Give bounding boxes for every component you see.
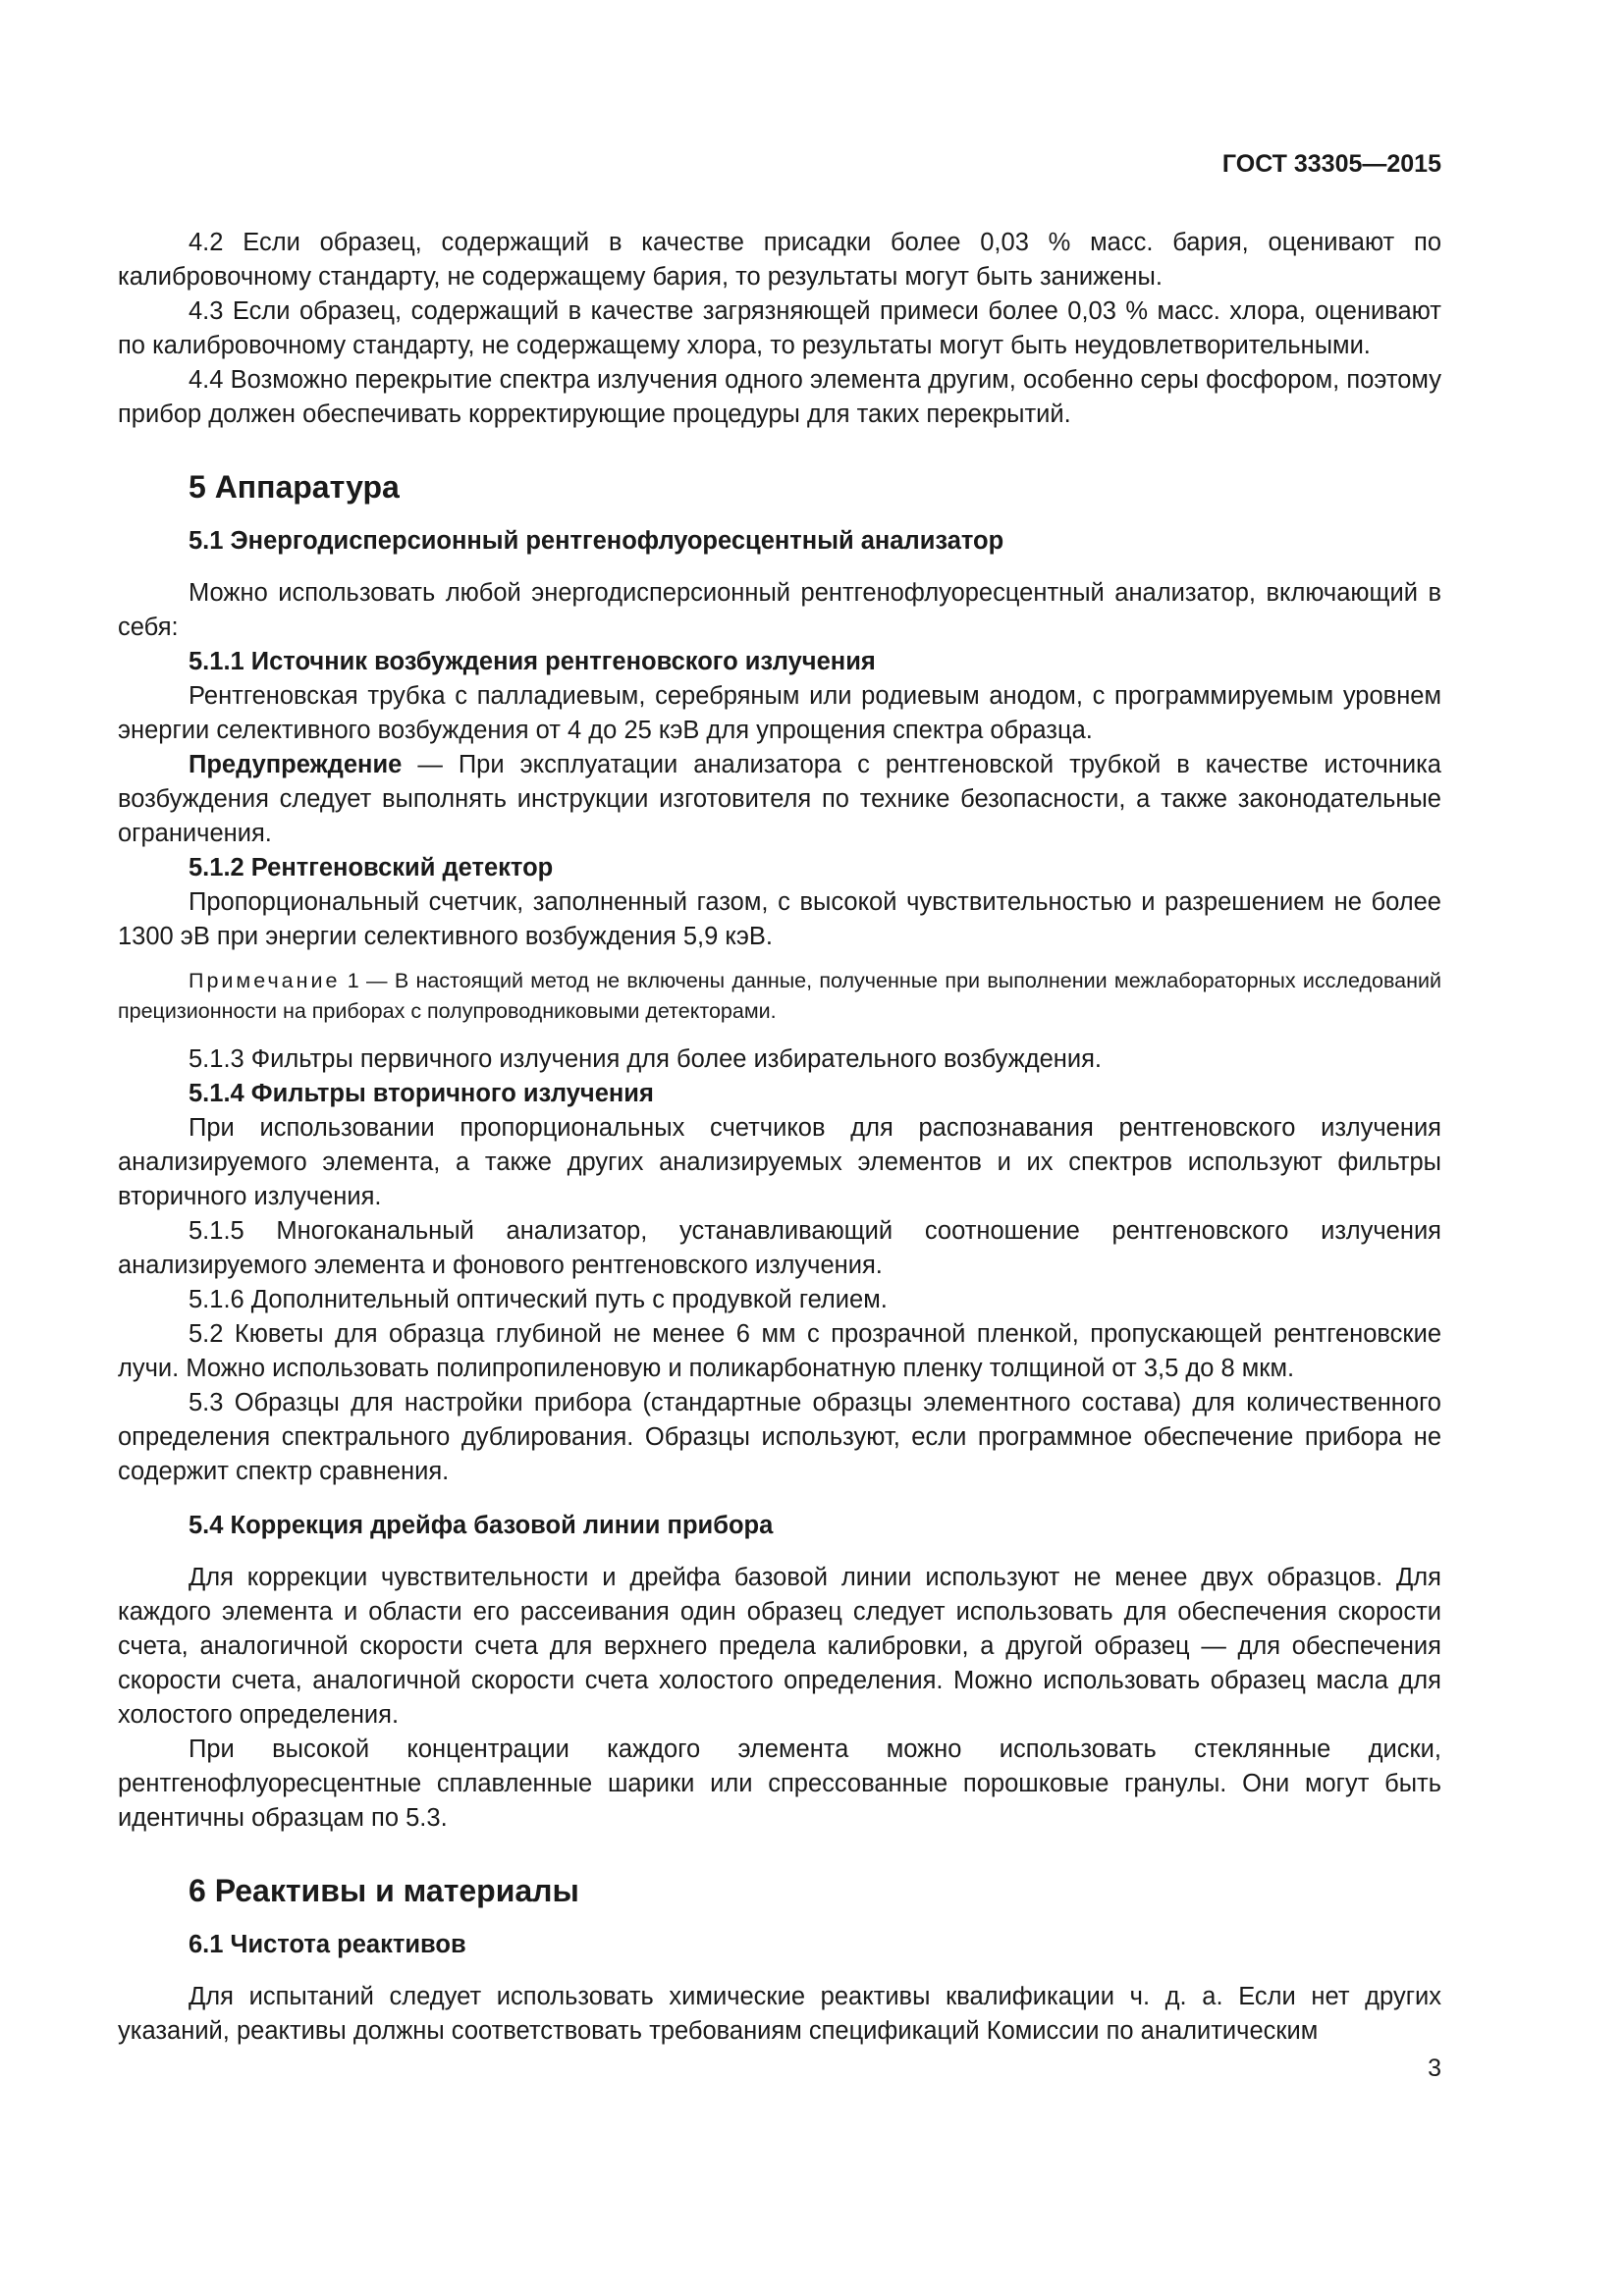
page-number: 3 (1428, 2055, 1441, 2082)
section-5-1-3: 5.1.3 Фильтры первичного излучения для более избирательного возбуждения. (189, 1045, 1103, 1073)
section-6-1-heading: 6.1 Чистота реактивов (189, 1931, 466, 1958)
section-5-heading: 5 Аппаратура (189, 469, 400, 505)
section-5-1-4-heading: 5.1.4 Фильтры вторичного излучения (189, 1080, 654, 1107)
section-6-1-text: Для испытаний следует использовать химические реактивы квалификации ч. д. а. Если нет других указаний, реактивы должны соответствовать требованиям спецификаций Комиссии по аналитическим (118, 1983, 1441, 2045)
document-body (118, 226, 1441, 2049)
note-paragraph (118, 966, 1441, 1027)
document-header: ГОСТ 33305—2015 (1221, 150, 1441, 178)
section-5-1-heading: 5.1 Энергодисперсионный рентгенофлуоресцентный анализатор (189, 527, 1004, 555)
note-text: 1 — В настоящий метод не включены данные, полученные при выполнении межлабораторных исследований прецизионности на приборах с полупроводниковыми детекторами. (118, 969, 1441, 1023)
note-label: Примечание (189, 969, 341, 992)
section-5-2: 5.2 Кюветы для образца глубиной не менее 6 мм с прозрачной пленкой, пропускающей рентгеновские лучи. Можно использовать полипропиленовую и поликарбонатную пленку толщиной от 3,5 до 8 мкм. (118, 1320, 1441, 1382)
paragraph-4-3: 4.3 Если образец, содержащий в качестве загрязняющей примеси более 0,03 % масс. хлора, оценивают по калибровочному стандарту, не содержащему хлора, то результаты могут быть неудовлетворительными. (118, 297, 1441, 359)
paragraph-4-2: 4.2 Если образец, содержащий в качестве присадки более 0,03 % масс. бария, оценивают по калибровочному стандарту, не содержащему бария, то результаты могут быть занижены. (118, 229, 1441, 291)
section-5-1-intro: Можно использовать любой энергодисперсионный рентгенофлуоресцентный анализатор, включающий в себя: (118, 579, 1441, 641)
section-5-4-paragraph-1: Для коррекции чувствительности и дрейфа базовой линии используют не менее двух образцов. Для каждого элемента и области его рассеивания один образец следует использовать для обеспечения скорости счета, аналогичной скорости счета для верхнего предела калибровки, а другой образец — для обеспечения скорости счета, аналогичной скорости счета холостого определения. Можно использовать образец масла для холостого определения. (118, 1564, 1441, 1729)
section-5-1-6: 5.1.6 Дополнительный оптический путь с продувкой гелием. (189, 1286, 888, 1313)
section-5-3: 5.3 Образцы для настройки прибора (стандартные образцы элементного состава) для количественного определения спектрального дублирования. Образцы используют, если программное обеспечение прибора не содержит спектр сравнения. (118, 1389, 1441, 1485)
section-5-1-1-text: Рентгеновская трубка с палладиевым, серебряным или родиевым анодом, с программируемым уровнем энергии селективного возбуждения от 4 до 25 кэВ для упрощения спектра образца. (118, 682, 1441, 744)
section-5-1-2-text: Пропорциональный счетчик, заполненный газом, с высокой чувствительностью и разрешением не более 1300 эВ при энергии селективного возбуждения 5,9 кэВ. (118, 888, 1441, 950)
warning-paragraph (118, 748, 1441, 851)
warning-text: — При эксплуатации анализатора с рентгеновской трубкой в качестве источника возбуждения следует выполнять инструкции изготовителя по технике безопасности, а также законодательные ограничения. (118, 751, 1441, 847)
section-5-4-paragraph-2: При высокой концентрации каждого элемента можно использовать стеклянные диски, рентгенофлуоресцентные сплавленные шарики или спрессованные порошковые гранулы. Они могут быть идентичны образцам по 5.3. (118, 1735, 1441, 1832)
section-5-1-4-text: При использовании пропорциональных счетчиков для распознавания рентгеновского излучения анализируемого элемента, а также других анализируемых элементов и их спектров используют фильтры вторичного излучения. (118, 1114, 1441, 1210)
section-5-1-5: 5.1.5 Многоканальный анализатор, устанавливающий соотношение рентгеновского излучения анализируемого элемента и фонового рентгеновского излучения. (118, 1217, 1441, 1279)
section-5-4-heading: 5.4 Коррекция дрейфа базовой линии прибора (189, 1512, 774, 1539)
section-5-1-1-heading: 5.1.1 Источник возбуждения рентгеновского излучения (189, 648, 876, 675)
section-5-1-2-heading: 5.1.2 Рентгеновский детектор (189, 854, 554, 881)
paragraph-4-4: 4.4 Возможно перекрытие спектра излучения одного элемента другим, особенно серы фосфором, поэтому прибор должен обеспечивать корректирующие процедуры для таких перекрытий. (118, 366, 1441, 428)
section-6-heading: 6 Реактивы и материалы (189, 1873, 579, 1908)
warning-label: Предупреждение (189, 751, 403, 778)
